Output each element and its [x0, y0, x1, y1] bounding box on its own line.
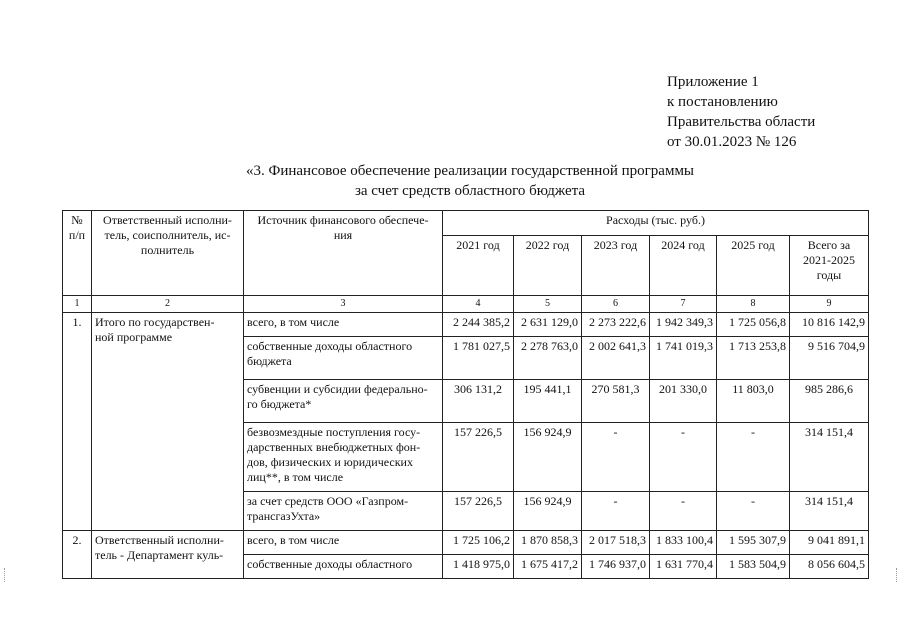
source-cell: собственные доходы областного бюджета — [244, 337, 443, 380]
value-cell: 1 583 504,9 — [717, 555, 790, 579]
column-number: 8 — [717, 296, 790, 313]
margin-mark-right — [896, 568, 901, 582]
value-cell: 1 833 100,4 — [650, 531, 717, 555]
header-expenses: Расходы (тыс. руб.) — [443, 211, 869, 236]
header-total: Всего за 2021-2025 годы — [790, 236, 869, 296]
value-cell: - — [717, 423, 790, 492]
value-cell: 8 056 604,5 — [790, 555, 869, 579]
source-cell: собственные доходы областного — [244, 555, 443, 579]
header-year-2025: 2025 год — [717, 236, 790, 296]
value-cell: 157 226,5 — [443, 492, 514, 531]
value-cell: 10 816 142,9 — [790, 313, 869, 337]
source-cell: за счет средств ООО «Газпром- трансгазУхта» — [244, 492, 443, 531]
value-cell: - — [717, 492, 790, 531]
value-cell: - — [650, 492, 717, 531]
column-number: 5 — [514, 296, 582, 313]
value-cell: 1 746 937,0 — [582, 555, 650, 579]
value-cell: - — [582, 423, 650, 492]
finance-table — [62, 210, 869, 579]
value-cell: - — [650, 423, 717, 492]
value-cell: 2 278 763,0 — [514, 337, 582, 380]
responsible-cell: Ответственный исполни- тель - Департамент куль- — [92, 531, 244, 579]
column-number: 9 — [790, 296, 869, 313]
appendix-line: Правительства области — [667, 114, 816, 130]
appendix-line: к постановлению — [667, 94, 778, 110]
value-cell: 314 151,4 — [790, 423, 869, 492]
value-cell: 157 226,5 — [443, 423, 514, 492]
value-cell: 2 017 518,3 — [582, 531, 650, 555]
header-source: Источник финансового обеспече- ния — [244, 211, 443, 296]
table-row — [63, 313, 869, 337]
value-cell: 1 741 019,3 — [650, 337, 717, 380]
source-cell: субвенции и субсидии федерально- го бюджета* — [244, 380, 443, 423]
source-cell: безвозмездные поступления госу- дарственных внебюджетных фон- дов, физических и юридических лиц**, в том числе — [244, 423, 443, 492]
row-number: 1. — [63, 313, 92, 531]
source-cell: всего, в том числе — [244, 531, 443, 555]
value-cell: 195 441,1 — [514, 380, 582, 423]
value-cell: 314 151,4 — [790, 492, 869, 531]
column-number: 7 — [650, 296, 717, 313]
value-cell: 1 870 858,3 — [514, 531, 582, 555]
value-cell: 2 002 641,3 — [582, 337, 650, 380]
header-year-2022: 2022 год — [514, 236, 582, 296]
title-line-1: «3. Финансовое обеспечение реализации государственной программы — [245, 163, 695, 179]
value-cell: 1 713 253,8 — [717, 337, 790, 380]
value-cell: 1 725 056,8 — [717, 313, 790, 337]
column-number: 2 — [92, 296, 244, 313]
value-cell: 156 924,9 — [514, 423, 582, 492]
value-cell: - — [582, 492, 650, 531]
value-cell: 201 330,0 — [650, 380, 717, 423]
header-year-2024: 2024 год — [650, 236, 717, 296]
column-number: 4 — [443, 296, 514, 313]
value-cell: 1 595 307,9 — [717, 531, 790, 555]
appendix-line: Приложение 1 — [667, 74, 759, 90]
header-year-2021: 2021 год — [443, 236, 514, 296]
value-cell: 1 418 975,0 — [443, 555, 514, 579]
value-cell: 2 244 385,2 — [443, 313, 514, 337]
value-cell: 1 675 417,2 — [514, 555, 582, 579]
value-cell: 11 803,0 — [717, 380, 790, 423]
value-cell: 1 781 027,5 — [443, 337, 514, 380]
table-row — [63, 531, 869, 555]
value-cell: 1 942 349,3 — [650, 313, 717, 337]
header-num: № п/п — [63, 211, 92, 296]
column-number: 6 — [582, 296, 650, 313]
appendix-block — [667, 72, 815, 152]
value-cell: 985 286,6 — [790, 380, 869, 423]
value-cell: 1 631 770,4 — [650, 555, 717, 579]
value-cell: 9 516 704,9 — [790, 337, 869, 380]
value-cell: 2 273 222,6 — [582, 313, 650, 337]
document-title — [150, 161, 790, 201]
column-number: 1 — [63, 296, 92, 313]
source-cell: всего, в том числе — [244, 313, 443, 337]
value-cell: 2 631 129,0 — [514, 313, 582, 337]
margin-mark-left — [4, 568, 9, 582]
header-responsible: Ответственный исполни- тель, соисполнитель, ис- полнитель — [92, 211, 244, 296]
column-number-row — [63, 296, 869, 313]
value-cell: 270 581,3 — [582, 380, 650, 423]
header-year-2023: 2023 год — [582, 236, 650, 296]
column-number: 3 — [244, 296, 443, 313]
value-cell: 9 041 891,1 — [790, 531, 869, 555]
value-cell: 156 924,9 — [514, 492, 582, 531]
value-cell: 1 725 106,2 — [443, 531, 514, 555]
title-line-2: за счет средств областного бюджета — [354, 183, 586, 199]
row-number: 2. — [63, 531, 92, 579]
responsible-cell: Итого по государствен- ной программе — [92, 313, 244, 531]
header-row-1 — [63, 211, 869, 236]
value-cell: 306 131,2 — [443, 380, 514, 423]
appendix-line: от 30.01.2023 № 126 — [667, 134, 797, 150]
